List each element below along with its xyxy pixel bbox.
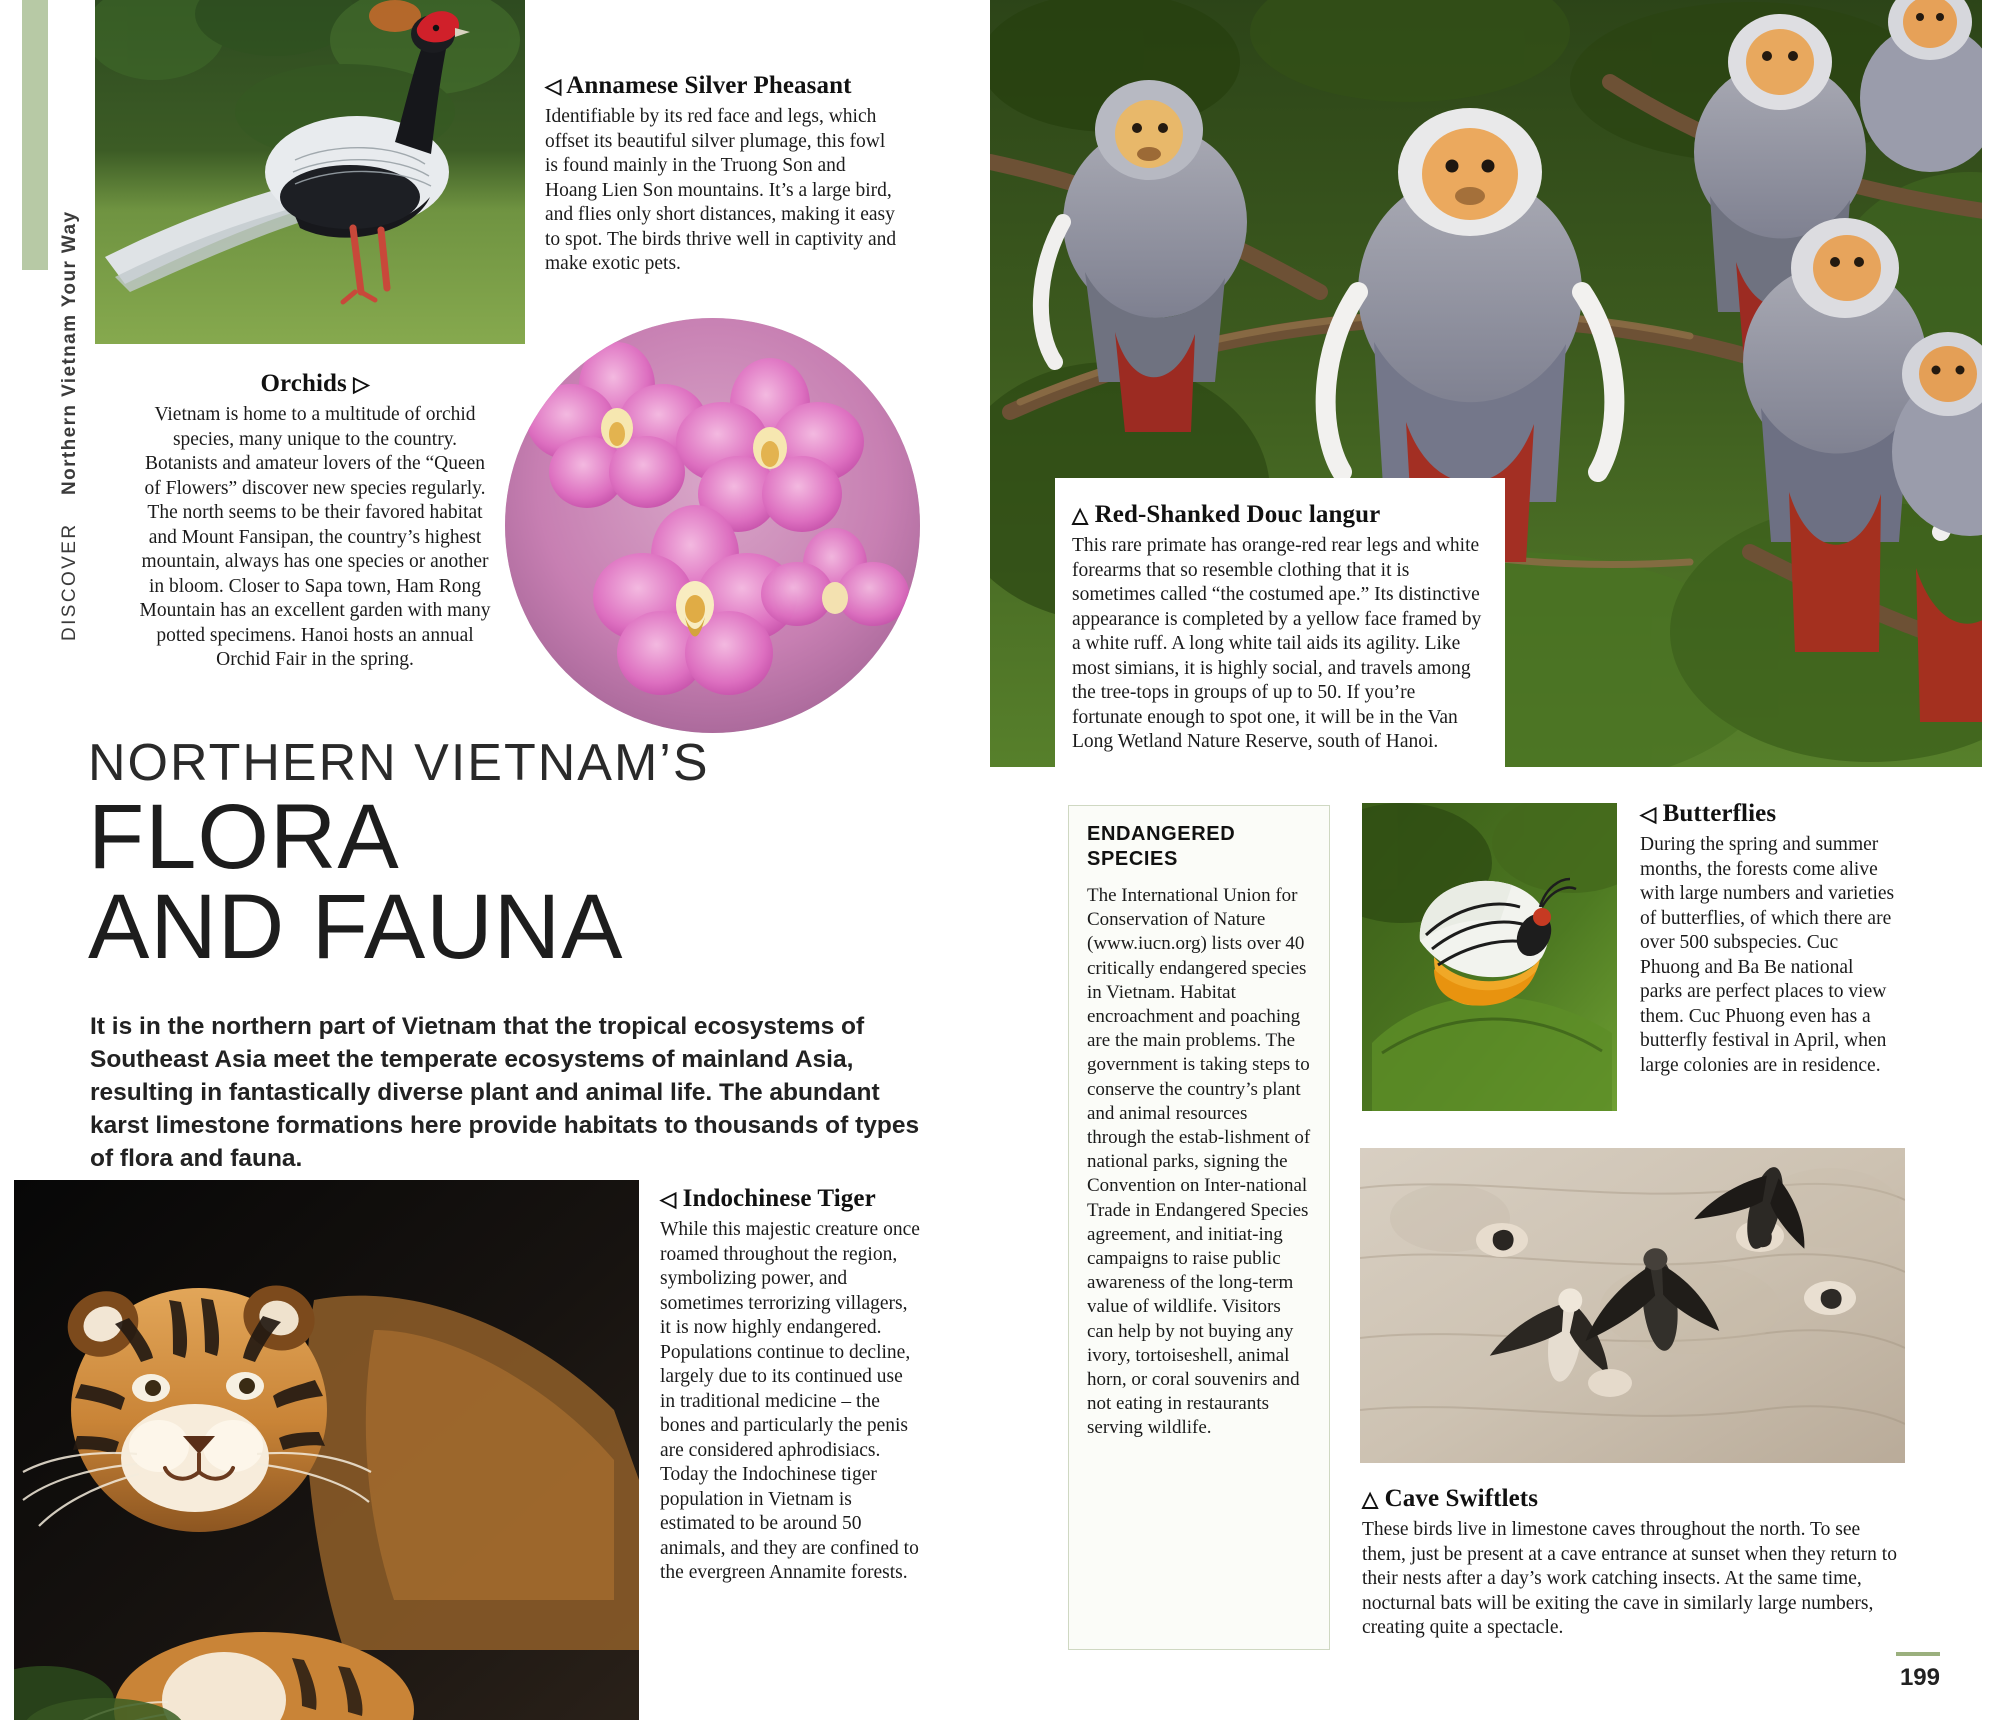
right-margin <box>1982 0 2000 1736</box>
pheasant-caption-heading <box>545 72 900 100</box>
endangered-box-heading <box>1087 822 1311 872</box>
endangered-species-box <box>1068 805 1330 1650</box>
title-line-1: FLORA <box>88 786 400 888</box>
up-triangle-icon: △ <box>1072 503 1089 527</box>
swiftlets-caption-body: These birds live in limestone caves throughout the north. To see them, just be present at a cave entrance at sunset when they return to their nests after a day’s work catching insects. At the same time, nocturnal bats will be exiting the cave in similarly large numbers, creating quite a spectacle. <box>1362 1519 1897 1638</box>
annamese-silver-pheasant-image <box>95 0 525 344</box>
swiftlets-caption-heading <box>1362 1485 1907 1513</box>
douc-caption-block <box>1072 493 1496 767</box>
swiftlets-heading-text: Cave Swiftlets <box>1384 1485 1539 1512</box>
swiftlets-caption-block <box>1362 1485 1907 1641</box>
pheasant-heading-text: Annamese Silver Pheasant <box>566 72 852 99</box>
orchid-illustration <box>505 318 920 733</box>
left-triangle-icon: ◁ <box>1640 802 1657 826</box>
right-triangle-icon: ▷ <box>353 372 370 396</box>
page-number: 199 <box>1899 1664 1940 1691</box>
intro-paragraph: It is in the northern part of Vietnam that the tropical ecosystems of Southeast Asia meet the temperate ecosystems of mainland Asia, resulting in fantastically diverse plant and animal life. The abundant karst limestone formations here provide habitats to thousands of types of flora and fauna. <box>90 1013 920 1172</box>
butterfly-caption-block <box>1640 800 1895 1078</box>
pheasant-caption-block <box>545 72 900 277</box>
butterfly-caption-heading <box>1640 800 1895 828</box>
orchid-heading-text: Orchids <box>260 370 347 397</box>
butterfly-image <box>1362 803 1617 1111</box>
tiger-caption-body: While this majestic creature once roamed throughout the region, symbolizing power, and sometimes terrorizing villagers, it is now highly endangered. Populations continue to decline, largely due to its continued use in traditional medicine – the bones and particularly the penis are considered aphrodisiacs. Today the Indochinese tiger population in Vietnam is estimated to be around 50 animals, and they are confined to the evergreen Annamite forests. <box>660 1219 920 1583</box>
pheasant-illustration <box>95 0 525 344</box>
running-header <box>59 210 81 641</box>
section-color-tab <box>22 0 48 270</box>
pheasant-caption-body: Identifiable by its red face and legs, which offset its beautiful silver plumage, this fowl is found mainly in the Truong Son and Hoang Lien Son mountains. It’s a large bird, and flies only short distances, making it easy to spot. The birds thrive well in captivity and make exotic pets. <box>545 106 897 274</box>
indochinese-tiger-image <box>14 1180 639 1736</box>
page-number-rule <box>1896 1652 1940 1656</box>
orchid-caption-body: Vietnam is home to a multitude of orchid species, many unique to the country. Botanists and amateur lovers of the “Queen of Flowers” discover new species regularly. The north seems to be their favored habitat and Mount Fansipan, the country’s highest mountain, always has one species or another in bloom. Closer to Sapa town, Ham Rong Mountain has an excellent garden with many potted specimens. Hanoi hosts an annual Orchid Fair in the spring. <box>139 404 491 670</box>
butterfly-heading-text: Butterflies <box>1662 800 1777 827</box>
douc-caption-heading <box>1072 501 1482 529</box>
douc-heading-text: Red-Shanked Douc langur <box>1094 501 1381 528</box>
butterfly-illustration <box>1362 803 1617 1111</box>
endangered-heading-line-2: SPECIES <box>1087 848 1178 870</box>
douc-caption-body: This rare primate has orange-red rear legs and white forearms that so resemble clothing that it is sometimes called “the costumed ape.” Its distinctive appearance is completed by a yellow face framed by a white ruff. A long white tail aids its agility. Like most simians, it is highly social, and travels among the tree-tops in groups of up to 50. If you’re fortunate enough to spot one, it will be in the Van Long Wetland Nature Reserve, south of Hanoi. <box>1072 535 1482 752</box>
up-triangle-icon: △ <box>1362 1487 1379 1511</box>
butterfly-caption-body: During the spring and summer months, the forests come alive with large numbers and varieties of butterflies, of which there are over 500 subspecies. Cuc Phuong and Ba Be national parks are perfect places to view them. Cuc Phuong even has a butterfly festival in April, when large colonies are in residence. <box>1640 834 1895 1076</box>
title-kicker: NORTHERN VIETNAM’S <box>88 734 710 792</box>
title-line-2: AND FAUNA <box>88 876 624 978</box>
orchid-caption-block <box>135 370 495 673</box>
tiger-illustration <box>14 1180 639 1736</box>
bottom-margin <box>0 1720 2000 1736</box>
tiger-heading-text: Indochinese Tiger <box>682 1185 876 1212</box>
page-title <box>88 734 918 978</box>
cave-swiftlets-image <box>1360 1148 1905 1463</box>
orchids-image <box>505 318 920 733</box>
endangered-heading-line-1: ENDANGERED <box>1087 823 1236 845</box>
swiftlets-illustration <box>1360 1148 1905 1463</box>
running-header-section: Northern Vietnam Your Way <box>59 210 80 496</box>
left-triangle-icon: ◁ <box>660 1187 677 1211</box>
tiger-caption-block <box>660 1185 920 1586</box>
left-triangle-icon: ◁ <box>545 74 562 98</box>
tiger-caption-heading <box>660 1185 920 1213</box>
running-header-discover: DISCOVER <box>59 522 80 641</box>
orchid-caption-heading <box>135 370 495 398</box>
endangered-box-body: The International Union for Conservation of Nature (www.iucn.org) lists over 40 critically endangered species in Vietnam. Habitat encroachment and poaching are the main problems. The government is taking steps to conserve the country’s plant and animal resources through the estab-lishment of national parks, signing the Convention on Inter-national Trade in Endangered Species agreement, and initiat-ing campaigns to raise public awareness of the long-term value of wildlife. Visitors can help by not buying any ivory, tortoiseshell, animal horn, or coral souvenirs and not eating in restaurants serving wildlife. <box>1087 885 1311 1439</box>
